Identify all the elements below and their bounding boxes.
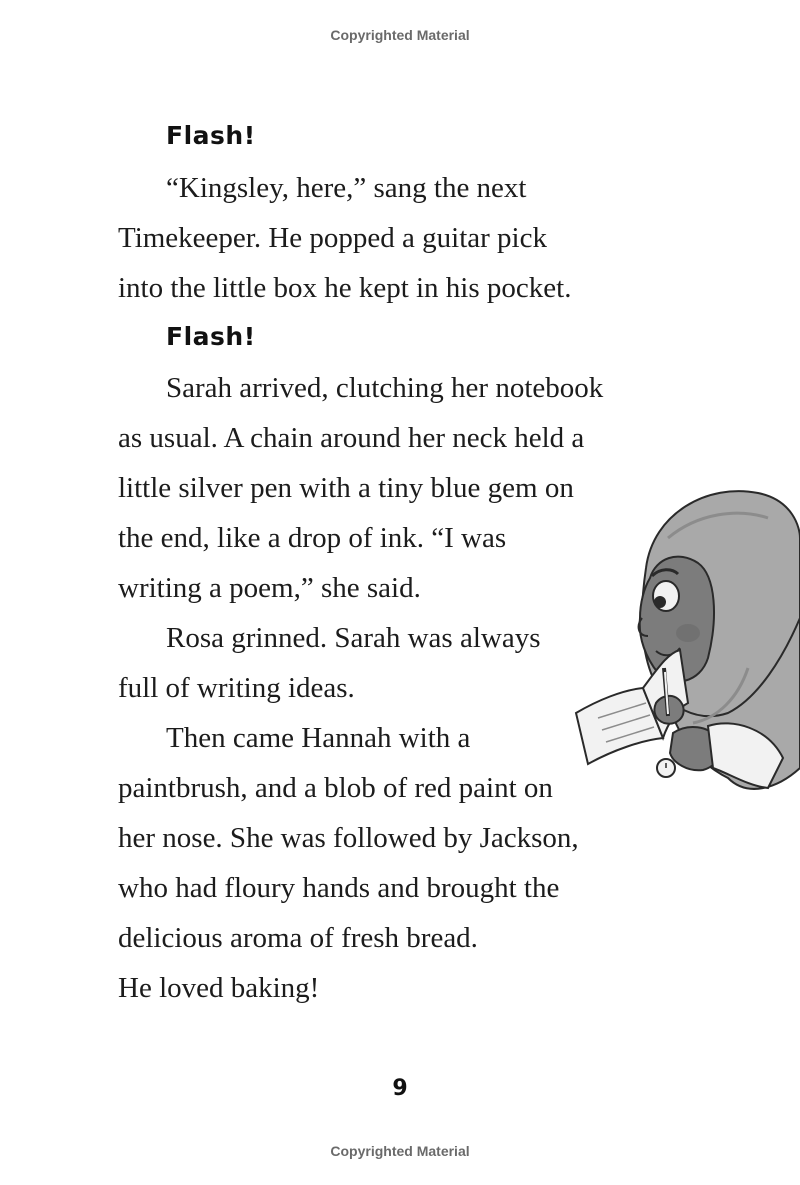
- text-line: full of writing ideas.: [118, 672, 355, 704]
- text-line: Timekeeper. He popped a guitar pick: [118, 222, 547, 254]
- girl-writing-illustration: [568, 468, 800, 808]
- page-number: 9: [392, 1076, 408, 1101]
- watermark-bottom: Copyrighted Material: [330, 1143, 470, 1159]
- text-line: as usual. A chain around her neck held a: [118, 422, 585, 454]
- text-line: little silver pen with a tiny blue gem on: [118, 472, 574, 504]
- text-line: He loved baking!: [118, 972, 320, 1004]
- flash-heading-1: Flash!: [166, 121, 256, 150]
- flash-heading-2: Flash!: [166, 322, 256, 351]
- text-line: the end, like a drop of ink. “I was: [118, 522, 507, 554]
- text-line: writing a poem,” she said.: [118, 572, 421, 604]
- text-line: who had floury hands and brought the: [118, 872, 560, 904]
- text-line: delicious aroma of fresh bread.: [118, 922, 478, 954]
- text-line: Sarah arrived, clutching her notebook: [166, 372, 604, 404]
- text-line: Then came Hannah with a: [166, 722, 471, 754]
- text-line: her nose. She was followed by Jackson,: [118, 822, 579, 854]
- text-line: into the little box he kept in his pocket.: [118, 272, 572, 304]
- text-line: paintbrush, and a blob of red paint on: [118, 772, 553, 804]
- text-line: “Kingsley, here,” sang the next: [166, 172, 527, 204]
- watermark-top: Copyrighted Material: [330, 27, 470, 43]
- text-line: Rosa grinned. Sarah was always: [166, 622, 541, 654]
